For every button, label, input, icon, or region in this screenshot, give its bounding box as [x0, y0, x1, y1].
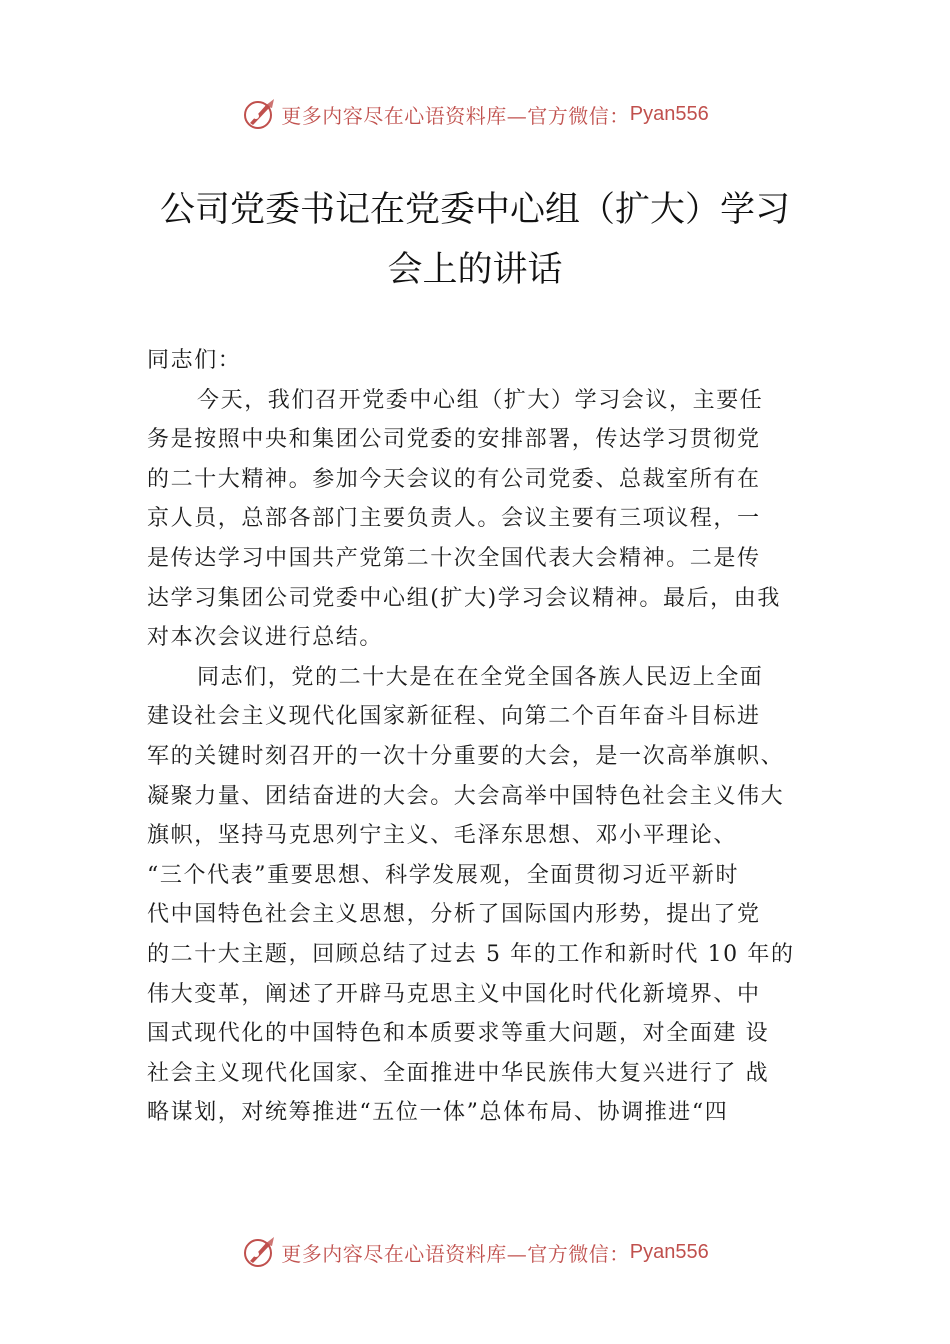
paragraph-2-line: 略谋划，对统筹推进“五位一体”总体布局、协调推进“四	[147, 1100, 729, 1126]
paragraph-2-line: 军的关键时刻召开的一次十分重要的大会，是一次高举旗帜、	[147, 743, 785, 769]
paragraph-1-line: 达学习集团公司党委中心组(扩大)学习会议精神。最后，由我	[147, 585, 781, 611]
paragraph-2-line: 同志们，党的二十大是在在全党全国各族人民迈上全面	[197, 664, 764, 690]
document-title-line-1: 公司党委书记在党委中心组（扩大）学习	[159, 190, 790, 230]
salutation: 同志们：	[147, 348, 242, 373]
header-watermark	[0, 94, 950, 134]
paragraph-2-line: 建设社会主义现代化国家新征程、向第二个百年奋斗目标进	[147, 704, 761, 730]
document-body	[147, 341, 837, 1133]
watermark-brand-text: 更多内容尽在心语资料库—官方微信：	[281, 1241, 630, 1266]
paragraph-2-line: 伟大变革，阐述了开辟马克思主义中国化时代化新境界、中	[147, 981, 761, 1007]
paragraph-2-line: “三个代表”重要思想、科学发展观，全面贯彻习近平新时	[147, 862, 740, 888]
watermark-wechat-id: Pyan556	[629, 102, 709, 125]
quill-logo-icon	[241, 1234, 277, 1270]
paragraph-2-line: 社会主义现代化国家、全面推进中华民族伟大复兴进行了 战	[147, 1060, 770, 1086]
paragraph-1-line: 今天，我们召开党委中心组（扩大）学习会议，主要任	[197, 387, 764, 413]
quill-logo-icon	[241, 96, 277, 132]
document-title-line-2: 会上的讲话	[387, 250, 563, 290]
paragraph-1-line: 的二十大精神。参加今天会议的有公司党委、总裁室所有在	[147, 466, 761, 492]
paragraph-2-line: 国式现代化的中国特色和本质要求等重大问题，对全面建 设	[147, 1021, 770, 1047]
footer-watermark	[0, 1232, 950, 1272]
watermark-wechat-id: Pyan556	[629, 1240, 709, 1263]
paragraph-2-line: 的二十大主题，回顾总结了过去 5 年的工作和新时代 10 年的	[147, 941, 795, 967]
paragraph-1-line: 对本次会议进行总结。	[147, 625, 384, 651]
paragraph-2-line: 凝聚力量、团结奋进的大会。大会高举中国特色社会主义伟大	[147, 783, 785, 809]
paragraph-1-line: 京人员，总部各部门主要负责人。会议主要有三项议程，一	[147, 506, 761, 532]
paragraph-2-line: 代中国特色社会主义思想，分析了国际国内形势，提出了党	[147, 902, 761, 928]
paragraph-1-line: 务是按照中央和集团公司党委的安排部署，传达学习贯彻党	[147, 427, 761, 453]
paragraph-2-line: 旗帜，坚持马克思列宁主义、毛泽东思想、邓小平理论、	[147, 823, 738, 849]
watermark-brand-text: 更多内容尽在心语资料库—官方微信：	[281, 103, 630, 128]
paragraph-1-line: 是传达学习中国共产党第二十次全国代表大会精神。二是传	[147, 545, 761, 571]
